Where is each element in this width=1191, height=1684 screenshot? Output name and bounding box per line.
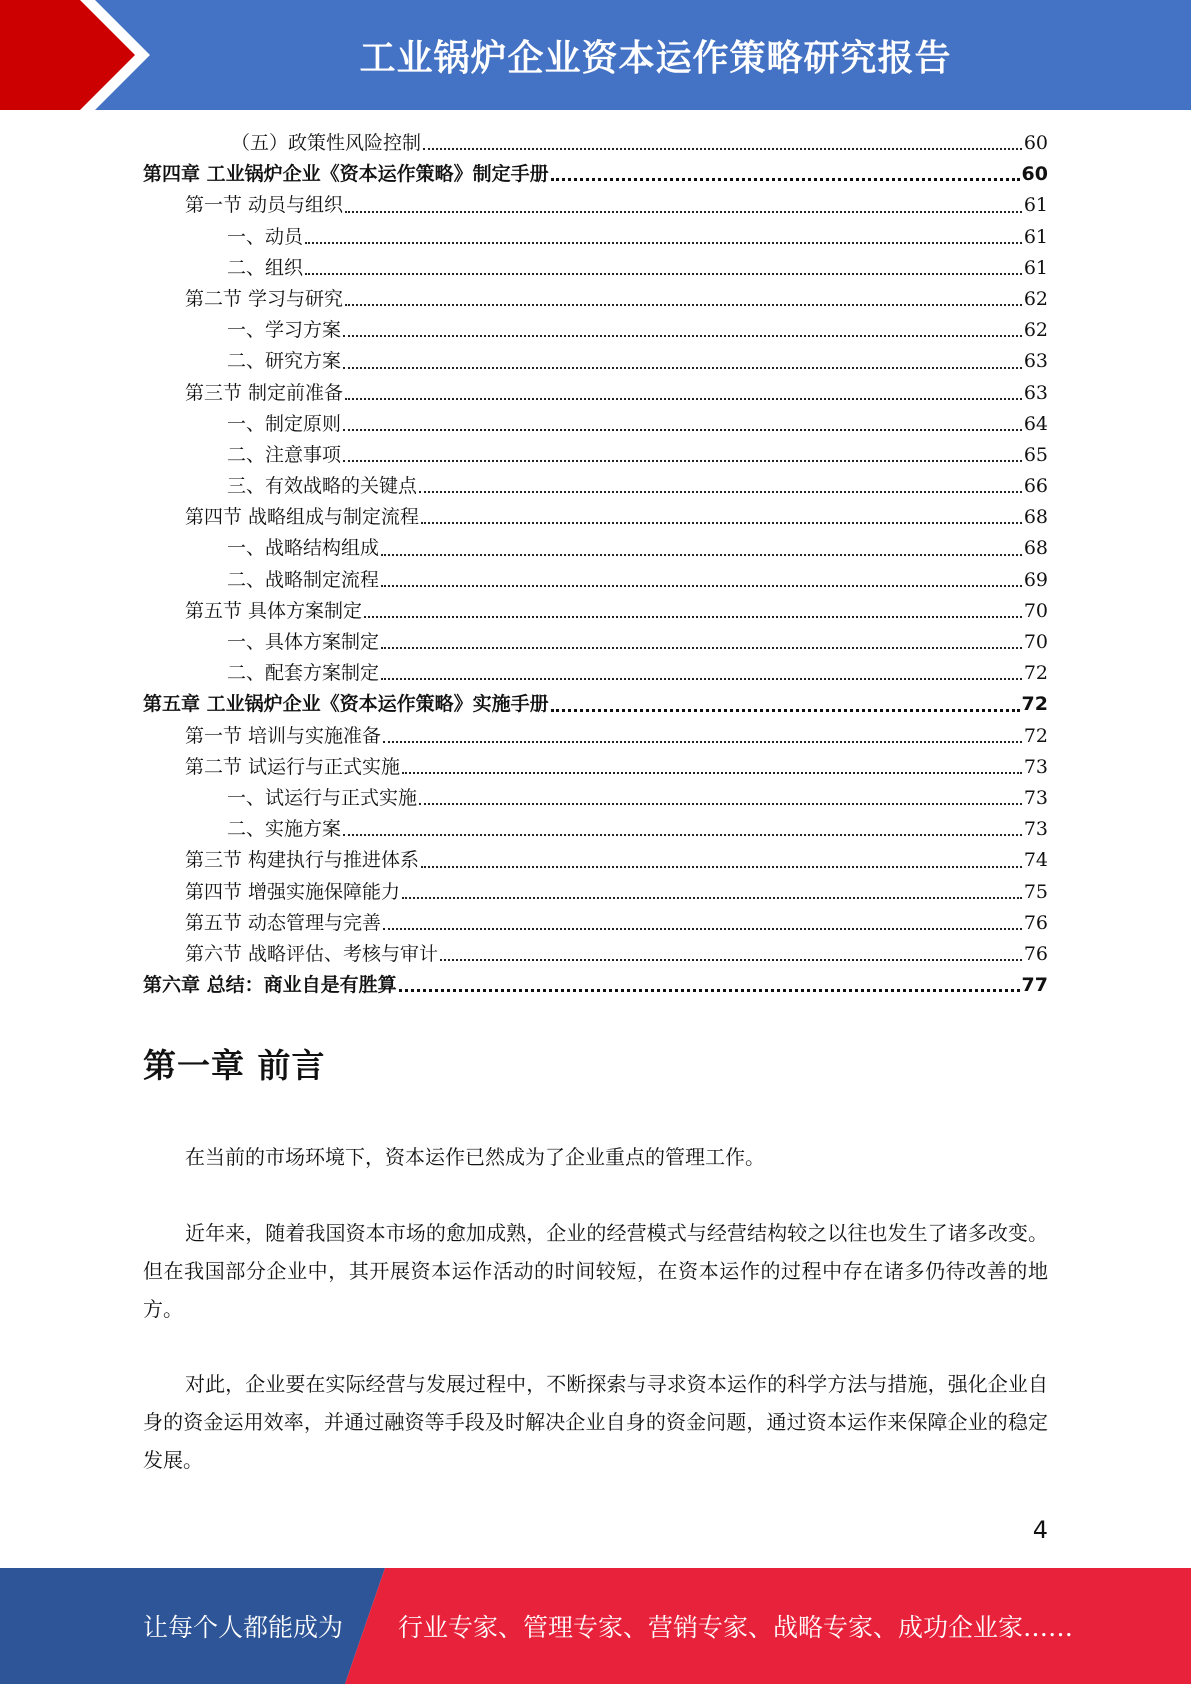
toc-entry-label: 第一节 培训与实施准备 <box>185 724 382 747</box>
toc-entry-page: 62 <box>1023 319 1048 342</box>
toc-dot-leader <box>421 522 1022 524</box>
table-of-contents <box>143 128 1048 1001</box>
toc-entry[interactable] <box>143 440 1048 471</box>
toc-entry[interactable] <box>143 315 1048 346</box>
toc-entry-label: 二、研究方案 <box>227 350 342 373</box>
toc-entry-label: 三、有效战略的关键点 <box>227 475 418 498</box>
toc-entry-label: 第六节 战略评估、考核与审计 <box>185 942 439 965</box>
toc-entry-label: 二、实施方案 <box>227 818 342 841</box>
toc-entry-label: 第四节 战略组成与制定流程 <box>185 506 420 529</box>
toc-dot-leader <box>383 928 1022 930</box>
toc-entry-label: 第五节 动态管理与完善 <box>185 911 382 934</box>
chapter-heading: 第一章 前言 <box>143 1046 326 1085</box>
toc-entry-page: 72 <box>1021 693 1048 716</box>
report-title: 工业锅炉企业资本运作策略研究报告 <box>359 37 952 79</box>
toc-entry-page: 70 <box>1023 631 1048 653</box>
toc-entry-page: 60 <box>1021 163 1048 186</box>
toc-dot-leader <box>343 460 1022 462</box>
footer-banner <box>0 1568 1191 1684</box>
toc-entry-page: 70 <box>1023 599 1048 622</box>
toc-entry[interactable] <box>143 814 1048 845</box>
toc-entry-page: 68 <box>1023 506 1048 529</box>
header-banner <box>0 0 1191 110</box>
toc-entry-label: 第六章 总结：商业自是有胜算 <box>143 974 397 997</box>
toc-dot-leader <box>402 897 1022 899</box>
toc-dot-leader <box>421 866 1022 868</box>
toc-dot-leader <box>343 834 1022 836</box>
toc-entry[interactable] <box>143 596 1048 627</box>
toc-dot-leader <box>440 959 1022 961</box>
paragraph-text: 在当前的市场环境下，资本运作已然成为了企业重点的管理工作。 <box>185 1145 765 1169</box>
toc-entry-page: 61 <box>1023 256 1048 279</box>
toc-dot-leader <box>345 304 1022 306</box>
toc-entry-page: 76 <box>1023 911 1048 934</box>
toc-entry[interactable] <box>143 658 1048 689</box>
toc-entry-page: 63 <box>1023 381 1048 404</box>
toc-entry[interactable] <box>143 783 1048 814</box>
toc-entry-label: 一、战略结构组成 <box>227 537 380 560</box>
toc-entry-label: 第三节 构建执行与推进体系 <box>185 849 420 872</box>
paragraph-text: 对此，企业要在实际经营与发展过程中，不断探索与寻求资本运作的科学方法与措施，强化企业自身的资金运用效率，并通过融资等手段及时解决企业自身的资金问题，通过资本运作来保障企业的稳定发展。 <box>143 1372 1048 1472</box>
toc-dot-leader <box>305 242 1022 244</box>
toc-entry-label: 二、配套方案制定 <box>227 662 380 685</box>
toc-dot-leader <box>364 616 1022 618</box>
toc-entry[interactable] <box>143 721 1048 752</box>
toc-entry-page: 64 <box>1023 412 1048 435</box>
footer-slogan-right: 行业专家、管理专家、营销专家、战略专家、成功企业家…… <box>398 1613 1074 1642</box>
toc-dot-leader <box>343 367 1022 369</box>
paragraph-2 <box>143 1214 1048 1328</box>
toc-entry-page: 75 <box>1023 880 1048 903</box>
toc-dot-leader <box>343 429 1022 431</box>
toc-dot-leader <box>381 554 1022 556</box>
paragraph-text: 近年来，随着我国资本市场的愈加成熟，企业的经营模式与经营结构较之以往也发生了诸多改变。但在我国部分企业中，其开展资本运作活动的时间较短，在资本运作的过程中存在诸多仍待改善的地方。 <box>143 1221 1048 1321</box>
toc-entry-page: 61 <box>1023 225 1048 248</box>
toc-entry-label: 第五章 工业锅炉企业《资本运作策略》实施手册 <box>143 693 549 716</box>
toc-entry-label: 一、动员 <box>227 225 304 248</box>
toc-entry-label: 一、学习方案 <box>227 319 342 342</box>
toc-entry[interactable] <box>143 689 1048 720</box>
toc-entry[interactable] <box>143 845 1048 876</box>
toc-entry-page: 72 <box>1023 724 1048 747</box>
toc-entry-label: 第四节 增强实施保障能力 <box>185 880 401 903</box>
toc-entry-label: 第五节 具体方案制定 <box>185 599 363 622</box>
toc-dot-leader <box>419 803 1022 805</box>
toc-entry[interactable] <box>143 939 1048 970</box>
toc-entry-page: 66 <box>1023 475 1048 498</box>
toc-entry-page: 63 <box>1023 350 1048 373</box>
toc-entry-label: 第四章 工业锅炉企业《资本运作策略》制定手册 <box>143 163 549 186</box>
toc-entry-page: 73 <box>1023 818 1048 841</box>
footer-slogan-left: 让每个人都能成为 <box>143 1613 344 1642</box>
toc-dot-leader <box>383 741 1022 743</box>
toc-entry[interactable] <box>143 565 1048 596</box>
toc-dot-leader <box>305 273 1022 275</box>
toc-entry-label: 二、组织 <box>227 256 304 279</box>
toc-entry-label: 第一节 动员与组织 <box>185 194 344 217</box>
toc-dot-leader <box>343 335 1022 337</box>
toc-entry[interactable] <box>143 128 1048 159</box>
toc-entry[interactable] <box>143 284 1048 315</box>
toc-entry-label: 第二节 试运行与正式实施 <box>185 755 401 778</box>
toc-dot-leader <box>345 398 1022 400</box>
toc-entry[interactable] <box>143 970 1048 1001</box>
toc-entry-page: 73 <box>1023 786 1048 809</box>
toc-entry-page: 60 <box>1023 132 1048 154</box>
toc-entry-page: 73 <box>1023 755 1048 778</box>
toc-entry-page: 74 <box>1023 849 1048 872</box>
toc-entry[interactable] <box>143 502 1048 533</box>
toc-entry-page: 65 <box>1023 443 1048 466</box>
toc-entry-label: 一、具体方案制定 <box>227 631 380 653</box>
toc-entry[interactable] <box>143 752 1048 783</box>
toc-entry-label: 二、战略制定流程 <box>227 568 380 591</box>
toc-entry[interactable] <box>143 159 1048 190</box>
toc-entry-page: 68 <box>1023 537 1048 560</box>
toc-dot-leader <box>399 989 1020 992</box>
toc-entry[interactable] <box>143 378 1048 409</box>
toc-entry-page: 69 <box>1023 568 1048 591</box>
toc-entry[interactable] <box>143 627 1048 658</box>
toc-entry-page: 77 <box>1021 974 1048 997</box>
toc-dot-leader <box>419 491 1022 493</box>
toc-entry-label: 第三节 制定前准备 <box>185 381 344 404</box>
toc-dot-leader <box>381 585 1022 587</box>
toc-entry[interactable] <box>143 533 1048 564</box>
paragraph-1 <box>143 1138 1048 1176</box>
toc-dot-leader <box>423 148 1022 150</box>
toc-entry[interactable] <box>143 222 1048 253</box>
toc-dot-leader <box>381 678 1022 680</box>
toc-dot-leader <box>551 178 1020 181</box>
toc-entry[interactable] <box>143 253 1048 284</box>
toc-entry[interactable] <box>143 409 1048 440</box>
toc-entry-label: 一、制定原则 <box>227 412 342 435</box>
toc-entry[interactable] <box>143 471 1048 502</box>
toc-entry-page: 62 <box>1023 287 1048 310</box>
toc-dot-leader <box>402 772 1022 774</box>
toc-entry[interactable] <box>143 908 1048 939</box>
toc-entry-label: 一、试运行与正式实施 <box>227 786 418 809</box>
toc-entry-page: 76 <box>1023 942 1048 965</box>
toc-dot-leader <box>381 647 1022 649</box>
toc-entry-page: 72 <box>1023 662 1048 685</box>
page-number: 4 <box>1032 1516 1048 1544</box>
toc-dot-leader <box>345 211 1022 213</box>
toc-entry-page: 61 <box>1023 194 1048 217</box>
toc-entry-label: （五）政策性风险控制 <box>231 132 422 154</box>
toc-entry[interactable] <box>143 877 1048 908</box>
toc-entry[interactable] <box>143 346 1048 377</box>
toc-entry-label: 二、注意事项 <box>227 443 342 466</box>
paragraph-3 <box>143 1365 1048 1479</box>
toc-entry[interactable] <box>143 190 1048 221</box>
toc-entry-label: 第二节 学习与研究 <box>185 287 344 310</box>
toc-dot-leader <box>551 709 1020 712</box>
